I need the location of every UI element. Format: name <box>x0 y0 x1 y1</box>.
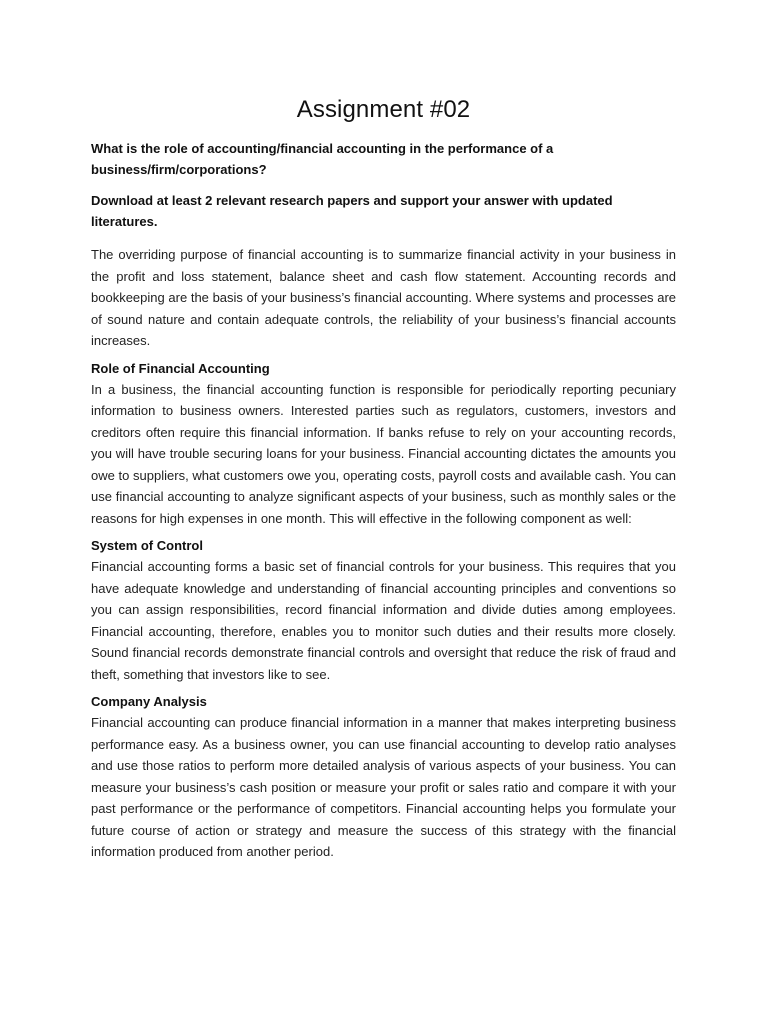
question-2: Download at least 2 relevant research papers and support your answer with updated literatures. <box>91 193 613 229</box>
section-body: In a business, the financial accounting function is responsible for periodically reporting pecuniary information to business owners. Interested parties such as regulators, customers, investors and creditors often require this financial information. If banks refuse to rely on your accounting records, you will have trouble securing loans for your business. Financial accounting dictates the amounts you owe to suppliers, what customers owe you, operating costs, payroll costs and available cash. You can use financial accounting to analyze significant aspects of your business, such as monthly sales or the reasons for high expenses in one month. This will effective in the following component as well: <box>91 381 676 526</box>
section-company-analysis <box>91 691 676 863</box>
section-body: Financial accounting can produce financial information in a manner that makes interpreting business performance easy. As a business owner, you can use financial accounting to develop ratio analyses and use those ratios to perform more detailed analysis of various aspects of your business. You can measure your business’s cash position or measure your profit or sales ratio and compare it with your past performance or the performance of competitors. Financial accounting helps you formulate your future course of action or strategy and measure the success of this strategy with the financial information produced from another period. <box>91 715 676 859</box>
intro-paragraph: The overriding purpose of financial accounting is to summarize financial activity in your business in the profit and loss statement, balance sheet and cash flow statement. Accounting records and bookkeeping are the basis of your business’s financial accounting. Where systems and processes are of sound nature and contain adequate controls, the reliability of your business’s financial accounts increases. <box>91 247 676 348</box>
section-heading: Role of Financial Accounting <box>91 360 270 376</box>
section-body: Financial accounting forms a basic set of financial controls for your business. This requires that you have adequate knowledge and understanding of financial accounting principles and conventions so you can assign responsibilities, record financial information and divide duties among employees. Financial accounting, therefore, enables you to monitor such duties and their results more closely. Sound financial records demonstrate financial controls and oversight that reduce the risk of fraud and theft, something that investors like to see. <box>91 559 676 682</box>
section-heading: Company Analysis <box>91 694 207 709</box>
section-role-of-financial-accounting <box>91 358 676 530</box>
question-1: What is the role of accounting/financial accounting in the performance of a business/firm/corporations? <box>91 141 554 177</box>
section-heading: System of Control <box>91 538 203 553</box>
document-content <box>91 94 676 869</box>
section-system-of-control <box>91 535 676 685</box>
document-title: Assignment #02 <box>296 96 471 123</box>
